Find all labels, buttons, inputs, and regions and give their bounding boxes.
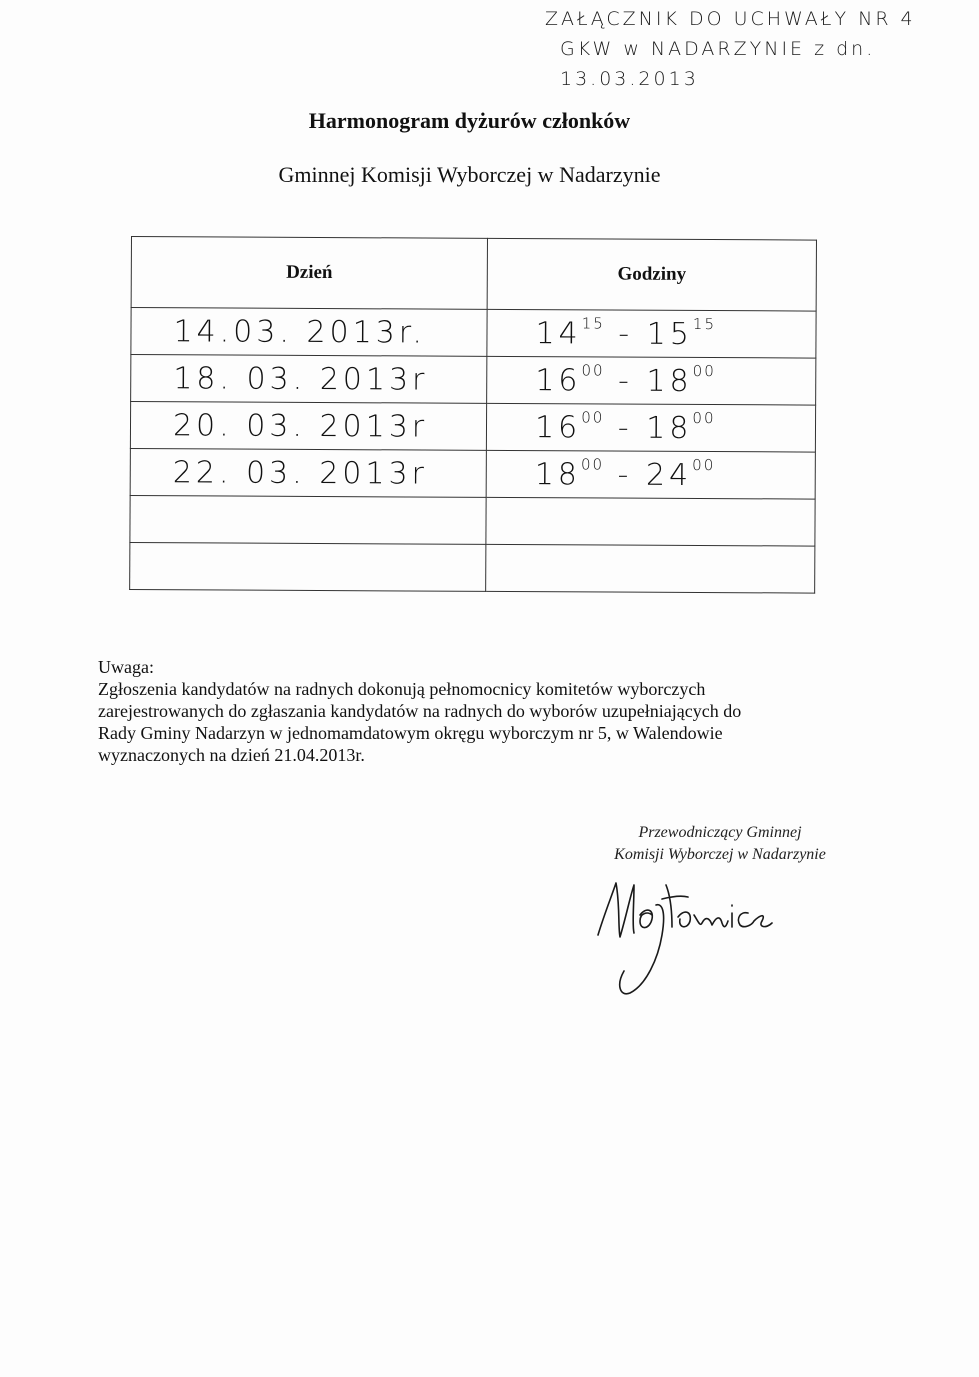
note-line: wyznaczonych na dzień 21.04.2013r. <box>98 745 365 765</box>
note-line: zarejestrowanych do zgłaszania kandydatów na radnych do wyborów uzupełniających do <box>98 701 742 721</box>
hours-cell <box>487 309 816 358</box>
date-cell <box>131 308 487 357</box>
dash: - <box>617 363 633 399</box>
table-row <box>131 308 816 359</box>
note-line: Rady Gminy Nadarzyn w jednomamdatowym okręgu wyborczym nr 5, w Walendowie <box>98 723 723 743</box>
table-row <box>130 402 815 453</box>
to-minutes: 00 <box>692 361 716 380</box>
annotation-line-2: GKW w NADARZYNIE z dn. 13.03.2013 <box>560 38 876 90</box>
hours-value <box>487 315 716 351</box>
table-row <box>131 355 816 406</box>
from-minutes: 00 <box>580 454 605 473</box>
annotation-line-1: ZAŁĄCZNIK DO UCHWAŁY NR 4 <box>545 8 916 30</box>
table-row-empty <box>130 542 815 593</box>
from-hour: 16 <box>535 362 582 398</box>
from-minutes: 15 <box>581 313 605 332</box>
signatory-line-1: Przewodniczący Gminnej <box>638 824 802 841</box>
date-cell-empty <box>130 542 486 591</box>
note-block <box>98 656 858 766</box>
handwritten-annotation <box>545 4 965 94</box>
to-hour: 18 <box>646 410 693 446</box>
date-value: 14.03. 2013r. <box>173 313 427 351</box>
header-hours: Godziny <box>487 238 816 311</box>
hours-cell <box>486 450 815 499</box>
to-hour: 15 <box>646 316 693 352</box>
date-cell-empty <box>130 495 486 544</box>
page-title: Harmonogram dyżurów członków <box>308 108 631 133</box>
table-header-row <box>131 237 816 312</box>
from-hour: 14 <box>535 315 582 351</box>
dash: - <box>618 316 634 352</box>
note-line: Zgłoszenia kandydatów na radnych dokonują pełnomocnicy komitetów wyborczych <box>98 679 706 699</box>
to-minutes: 00 <box>692 408 716 427</box>
hours-value <box>487 456 716 492</box>
dash: - <box>617 410 633 446</box>
signature-image <box>590 875 780 1005</box>
to-minutes: 00 <box>692 455 716 474</box>
signatory-title <box>590 822 850 866</box>
note-label: Uwaga: <box>98 657 154 677</box>
page-subtitle: Gminnej Komisji Wyborczej w Nadarzynie <box>278 162 661 187</box>
from-minutes: 00 <box>581 407 605 426</box>
from-minutes: 00 <box>581 360 605 379</box>
from-hour: 16 <box>534 409 582 445</box>
to-hour: 18 <box>646 363 693 399</box>
header-day: Dzień <box>131 237 487 310</box>
date-cell <box>130 402 486 451</box>
hours-cell-empty <box>486 544 815 593</box>
to-hour: 24 <box>645 457 693 493</box>
hours-cell <box>487 356 816 405</box>
from-hour: 18 <box>534 456 582 492</box>
to-minutes: 15 <box>692 314 717 333</box>
table-row-empty <box>130 495 815 546</box>
hours-value <box>487 362 716 398</box>
signatory-line-2: Komisji Wyborczej w Nadarzynie <box>614 846 826 863</box>
date-cell <box>130 448 486 497</box>
dash: - <box>617 457 633 493</box>
date-value: 20. 03. 2013r <box>172 407 429 445</box>
hours-cell-empty <box>486 497 815 546</box>
date-value: 22. 03. 2013r <box>172 454 429 492</box>
hours-cell <box>486 403 815 452</box>
hours-value <box>487 409 716 445</box>
table-row <box>130 448 815 499</box>
date-cell <box>131 355 487 404</box>
date-value: 18. 03. 2013r <box>173 360 429 398</box>
schedule-table <box>129 236 817 594</box>
